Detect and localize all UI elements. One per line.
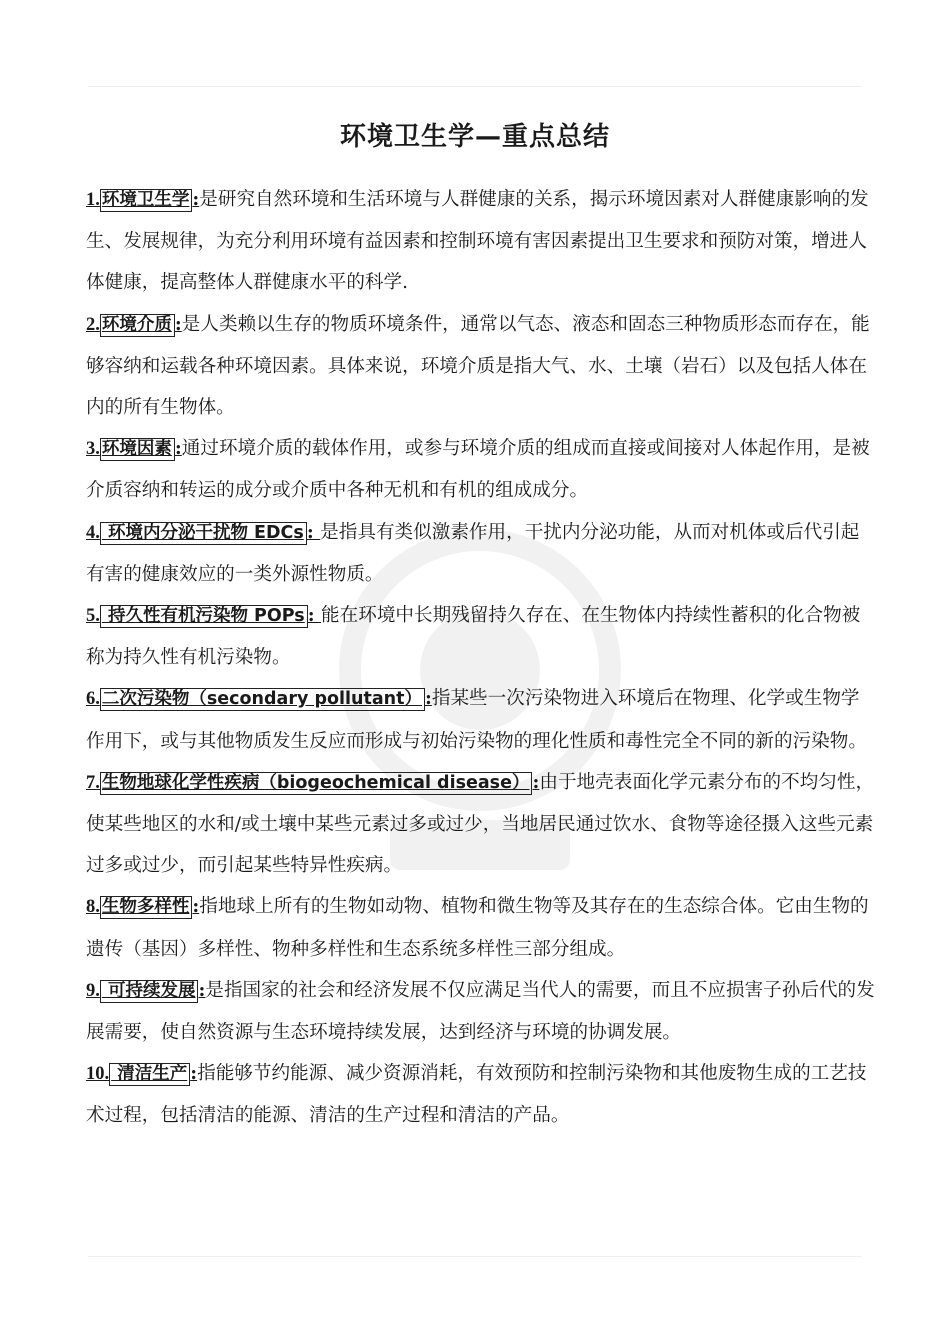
- entry-number: 7.: [86, 772, 100, 793]
- bottom-divider: [88, 1256, 862, 1257]
- entry-term: 清洁生产: [109, 1063, 190, 1086]
- page-title: 环境卫生学—重点总结: [339, 122, 610, 152]
- entry-colon: :: [198, 979, 206, 1001]
- entry-colon: :: [424, 688, 432, 710]
- entry-term: 环境内分泌干扰物 EDCs: [100, 522, 307, 545]
- top-divider: [88, 86, 862, 87]
- entry-term: 持久性有机污染物 POPs: [100, 605, 308, 628]
- entry-colon: :: [174, 438, 182, 460]
- entry-colon: :: [306, 521, 321, 543]
- entry-definition: 通过环境介质的载体作用，或参与环境介质的组成而直接或间接对人体起作用，是被介质容纳和转运的成分或介质中各种无机和有机的组成成分。: [86, 438, 870, 502]
- entry-number: 5.: [86, 606, 100, 627]
- definition-entry-1: [86, 179, 876, 304]
- definition-list: [86, 179, 876, 1137]
- entry-number: 9.: [86, 980, 100, 1001]
- entry-definition: 是指具有类似激素作用，干扰内分泌功能，从而对机体或后代引起有害的健康效应的一类外源性物质。: [86, 521, 860, 585]
- entry-definition: 指地球上所有的生物如动物、植物和微生物等及其存在的生态综合体。它由生物的遗传（基因）多样性、物种多样性和生态系统多样性三部分组成。: [86, 896, 869, 960]
- entry-number: 6.: [86, 689, 100, 710]
- entry-colon: :: [190, 1063, 198, 1085]
- entry-colon: :: [192, 896, 200, 918]
- entry-definition: 是人类赖以生存的物质环境条件，通常以气态、液态和固态三种物质形态而存在，能够容纳和运载各种环境因素。具体来说，环境介质是指大气、水、土壤（岩石）以及包括人体在内的所有生物体。: [86, 313, 870, 419]
- definition-entry-7: [86, 762, 876, 887]
- entry-term: 可持续发展: [100, 980, 199, 1003]
- entry-term: 环境因素: [100, 438, 175, 461]
- entry-number: 4.: [86, 522, 100, 543]
- entry-definition: 由于地壳表面化学元素分布的不均匀性，使某些地区的水和/或土壤中某些元素过多或过少，当地居民通过饮水、食物等途径摄入这些元素过多或过少，而引起某些特异性疾病。: [86, 771, 875, 877]
- entry-term: 环境介质: [100, 314, 175, 337]
- entry-definition: 指能够节约能源、减少资源消耗，有效预防和控制污染物和其他废物生成的工艺技术过程，包括清洁的能源、清洁的生产过程和清洁的产品。: [86, 1063, 867, 1127]
- entry-term: 二次污染物（secondary pollutant）: [100, 688, 425, 711]
- entry-number: 8.: [86, 897, 100, 918]
- entry-number: 1.: [86, 190, 100, 210]
- entry-term: 生物多样性: [100, 896, 193, 919]
- entry-definition: 是研究自然环境和生活环境与人群健康的关系，揭示环境因素对人群健康影响的发生、发展规律，为充分利用环境有益因素和控制环境有害因素提出卫生要求和预防对策，增进人体健康，提高整体人群健康水平的科学.: [86, 189, 869, 294]
- entry-number: 3.: [86, 439, 100, 460]
- entry-colon: :: [192, 189, 200, 210]
- entry-colon: :: [532, 771, 540, 793]
- entry-number: 10.: [86, 1064, 110, 1085]
- entry-definition: 是指国家的社会和经济发展不仅应满足当代人的需要，而且不应损害子孙后代的发展需要，使自然资源与生态环境持续发展，达到经济与环境的协调发展。: [86, 979, 875, 1044]
- definition-entry-6: [86, 678, 876, 761]
- definition-entry-4: [86, 512, 876, 595]
- entry-colon: :: [307, 605, 322, 627]
- definition-entry-2: [86, 304, 876, 429]
- entry-definition: 指某些一次污染物进入环境后在物理、化学或生物学作用下，或与其他物质发生反应而形成与初始污染物的理化性质和毒性完全不同的新的污染物。: [86, 688, 867, 752]
- entry-term: 生物地球化学性疾病（biogeochemical disease）: [100, 772, 533, 795]
- entry-definition: 能在环境中长期残留持久存在、在生物体内持续性蓄积的化合物被称为持久性有机污染物。: [86, 605, 861, 669]
- definition-entry-9: [86, 970, 876, 1053]
- entry-colon: :: [174, 313, 182, 335]
- entry-term: 环境卫生学: [100, 189, 193, 212]
- entry-number: 2.: [86, 314, 100, 335]
- definition-entry-8: [86, 886, 876, 969]
- definition-entry-3: [86, 428, 876, 511]
- definition-entry-10: [86, 1053, 876, 1136]
- definition-entry-5: [86, 595, 876, 678]
